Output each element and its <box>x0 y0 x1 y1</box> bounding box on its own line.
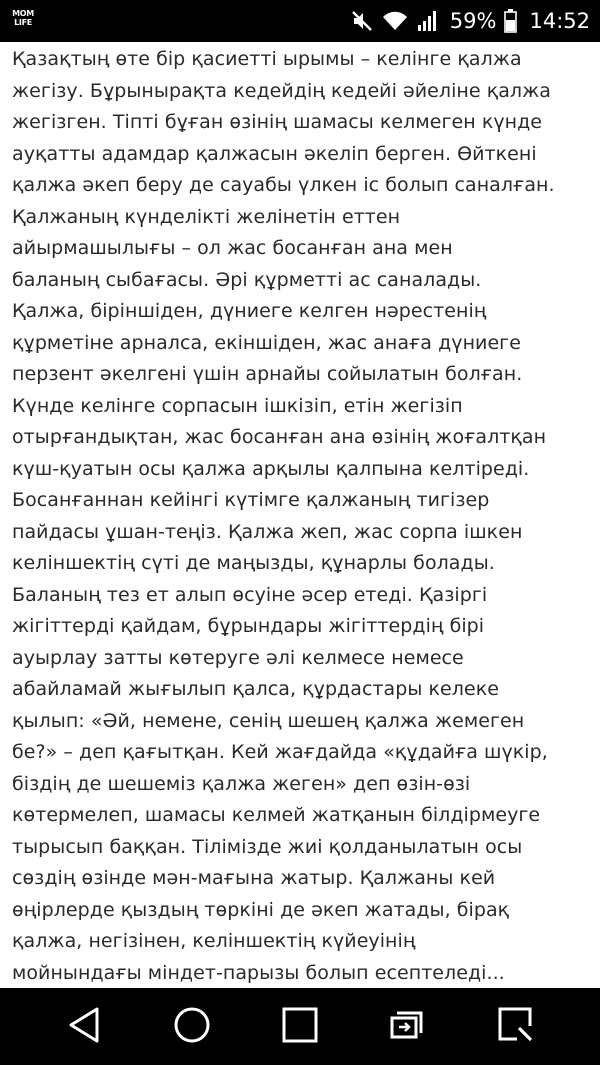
article-line: біздің де шешеміз қалжа жеген» деп өзін-өзі <box>12 772 471 795</box>
app-logo-line: MOM <box>12 9 34 18</box>
signal-icon <box>416 9 440 33</box>
article-line: перзент әкелгені үшін арнайы сойылатын болған. <box>12 363 523 385</box>
article-line: пайдасы ұшан-теңіз. Қалжа жеп, жас сорпа ішкен <box>12 520 523 543</box>
article-line: жегізген. Тіпті бұған өзінің шамасы келмеген күнде <box>12 111 543 133</box>
article-line: Қалжа, біріншіден, дүниеге келген нәрестенің <box>12 300 487 322</box>
recents-button[interactable] <box>276 1003 324 1051</box>
article-line: бе?» – деп қағытқан. Кей жағдайда «құдайға шүкір, <box>12 741 548 763</box>
article-line: Баланың тез ет алып өсуіне әсер етеді. Қазіргі <box>12 583 488 606</box>
back-button[interactable] <box>60 1003 108 1051</box>
recents-icon <box>282 1007 318 1047</box>
home-icon <box>173 1006 211 1048</box>
capture-button[interactable] <box>492 1003 540 1051</box>
article-line: көтермелеп, шамасы келмей жатқанын білдірмеуге <box>12 804 541 826</box>
article-line: құрметіне арналса, екіншіден, жас анаға дүниеге <box>12 331 521 354</box>
article-line: жігіттерді қайдам, бұрындары жігіттердің бірі <box>12 615 485 637</box>
article-line: қалжа әкеп беру де сауабы үлкен іс болып саналған. <box>12 174 555 196</box>
article-line: Қазақтың өте бір қасиетті ырымы – келінге қалжа <box>12 48 522 70</box>
battery-percent: 59% <box>449 9 497 33</box>
screen-mirror-icon <box>389 1009 427 1045</box>
article-line: Күнде келінге сорпасын ішкізіп, етін жегізіп <box>12 394 463 417</box>
article-line: тырысып баққан. Тілімізде жиі қолданылатын осы <box>12 835 523 858</box>
notifications-muted-icon <box>350 9 374 33</box>
back-icon <box>66 1006 102 1048</box>
status-indicators <box>350 0 590 42</box>
clock: 14:52 <box>529 9 590 33</box>
navigation-bar <box>0 988 600 1065</box>
article-line: баланың сыбағасы. Әрі құрметті ас саналады. <box>12 268 482 291</box>
article-line: Босанғаннан кейінгі күтімге қалжаның тигізер <box>12 489 490 511</box>
app-logo-line: LIFE <box>14 18 32 27</box>
status-bar <box>0 0 600 42</box>
screen-mirror-button[interactable] <box>384 1003 432 1051</box>
home-button[interactable] <box>168 1003 216 1051</box>
app-logo <box>10 9 36 27</box>
article-line: жегізу. Бұрынырақта кедейдің кедейі әйеліне қалжа <box>12 79 551 102</box>
article-line: Қалжаның күнделікті желінетін еттен <box>12 205 401 228</box>
article-line: ауырлау затты көтеруге әлі келмесе немесе <box>12 646 464 669</box>
article-line: қылып: «Әй, немене, сенің шешең қалжа жемеген <box>12 709 525 732</box>
wifi-icon <box>382 10 408 32</box>
article-line: өңірлерде қыздың төркіні де әкеп жатады, бірақ <box>12 898 510 921</box>
article-line: келіншектің сүті де маңызды, құнарлы болады. <box>12 552 495 574</box>
article-line: ауқатты адамдар қалжасын әкеліп берген. Өйткені <box>12 142 537 165</box>
article-line: абайламай жығылып қалса, құрдастары келеке <box>12 678 499 700</box>
article-line: сөздің өзінде мән-мағына жатыр. Қалжаны кей <box>12 867 496 889</box>
article-line: мойнындағы міндет-парызы болып есептеледі... <box>12 961 505 984</box>
article-line: қалжа, негізінен, келіншектің күйеуінің <box>12 930 416 952</box>
capture-icon <box>497 1006 535 1048</box>
article-line: күш-қуатын осы қалжа арқылы қалпына келтіреді. <box>12 457 530 480</box>
battery-icon <box>504 9 517 33</box>
article-body <box>12 44 592 988</box>
article-line: айырмашылығы – ол жас босанған ана мен <box>12 237 453 259</box>
article-line: отырғандықтан, жас босанған ана өзінің жоғалтқан <box>12 426 547 448</box>
